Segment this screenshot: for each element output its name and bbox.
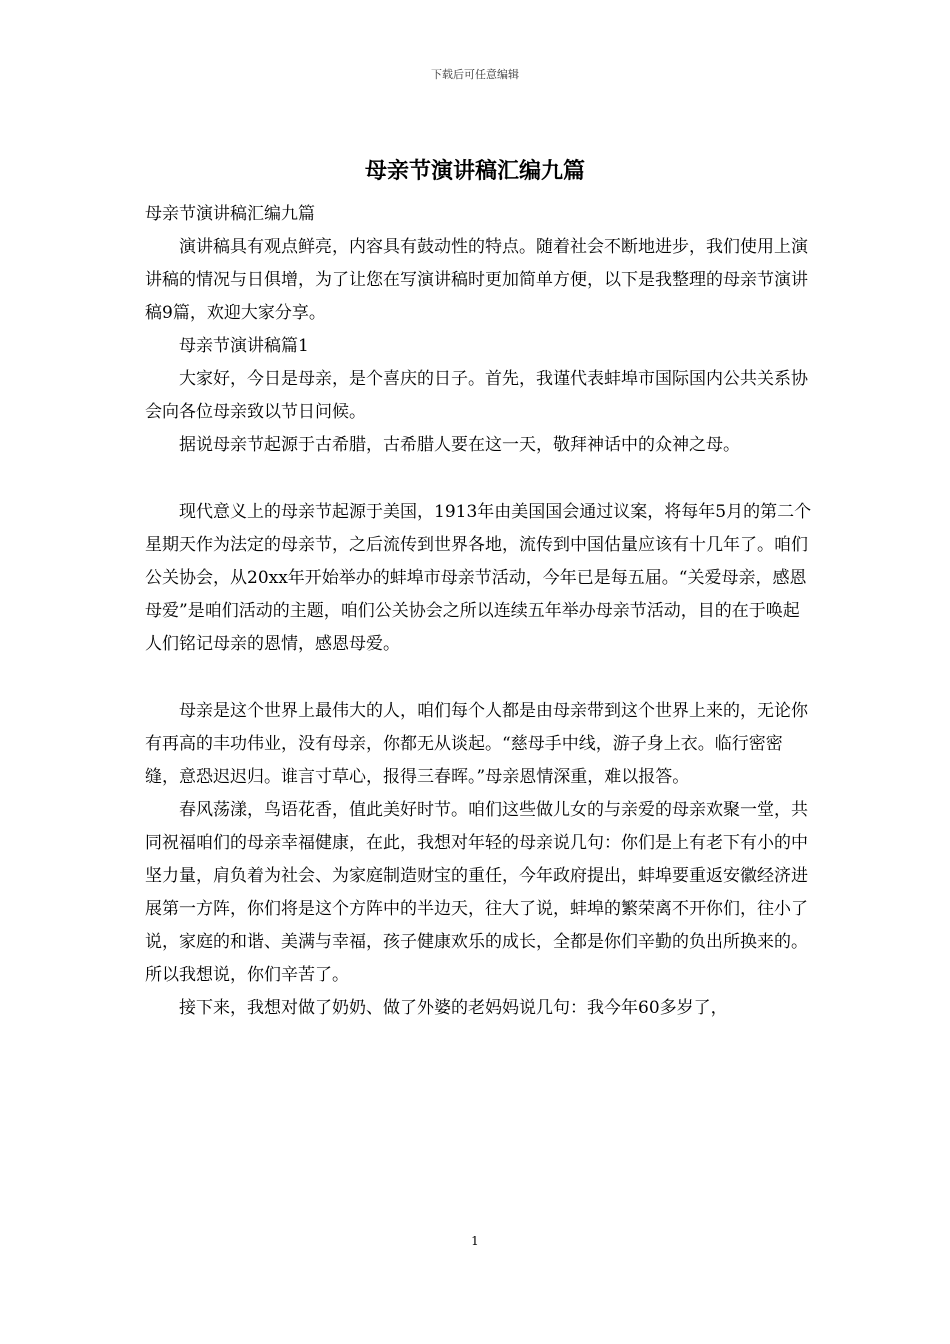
paragraph-gap bbox=[145, 462, 813, 496]
document-subtitle: 母亲节演讲稿汇编九篇 bbox=[145, 204, 315, 224]
header-note: 下载后可任意编辑 bbox=[431, 68, 519, 81]
document-title: 母亲节演讲稿汇编九篇 bbox=[364, 158, 585, 184]
paragraph-intro: 演讲稿具有观点鲜亮，内容具有鼓动性的特点。随着社会不断地进步，我们使用上演讲稿的情况与日俱增，为了让您在写演讲稿时更加简单方便，以下是我整理的母亲节演讲稿9篇，欢迎大家分享。 bbox=[145, 237, 808, 323]
paragraph: 据说母亲节起源于古希腊，古希腊人要在这一天，敬拜神话中的众神之母。 bbox=[179, 435, 740, 455]
paragraph: 接下来，我想对做了奶奶、做了外婆的老妈妈说几句：我今年60多岁了， bbox=[179, 998, 728, 1018]
document-body bbox=[145, 198, 813, 1025]
section-heading: 母亲节演讲稿篇1 bbox=[179, 336, 309, 356]
paragraph: 大家好，今日是母亲，是个喜庆的日子。首先，我谨代表蚌埠市国际国内公共关系协会向各位母亲致以节日问候。 bbox=[145, 369, 808, 422]
page-number: 1 bbox=[471, 1234, 479, 1248]
paragraph: 母亲是这个世界上最伟大的人，咱们每个人都是由母亲带到这个世界上来的，无论你有再高的丰功伟业，没有母亲，你都无从谈起。“慈母手中线，游子身上衣。临行密密缝，意恐迟迟归。谁言寸草心，报得三春晖。”母亲恩情深重，难以报答。 bbox=[145, 701, 808, 787]
paragraph: 现代意义上的母亲节起源于美国，1913年由美国国会通过议案，将每年5月的第二个星期天作为法定的母亲节，之后流传到世界各地，流传到中国估量应该有十几年了。咱们公关协会，从20xx年开始举办的蚌埠市母亲节活动，今年已是每五届。“关爱母亲，感恩母爱”是咱们活动的主题，咱们公关协会之所以连续五年举办母亲节活动，目的在于唤起人们铭记母亲的恩情，感恩母爱。 bbox=[145, 502, 812, 654]
paragraph-gap bbox=[145, 661, 813, 695]
paragraph: 春风荡漾，鸟语花香，值此美好时节。咱们这些做儿女的与亲爱的母亲欢聚一堂，共同祝福咱们的母亲幸福健康，在此，我想对年轻的母亲说几句：你们是上有老下有小的中坚力量，肩负着为社会、为家庭制造财宝的重任，今年政府提出，蚌埠要重返安徽经济进展第一方阵，你们将是这个方阵中的半边天，往大了说，蚌埠的繁荣离不开你们，往小了说，家庭的和谐、美满与幸福，孩子健康欢乐的成长，全都是你们辛勤的负出所换来的。所以我想说，你们辛苦了。 bbox=[145, 800, 808, 985]
